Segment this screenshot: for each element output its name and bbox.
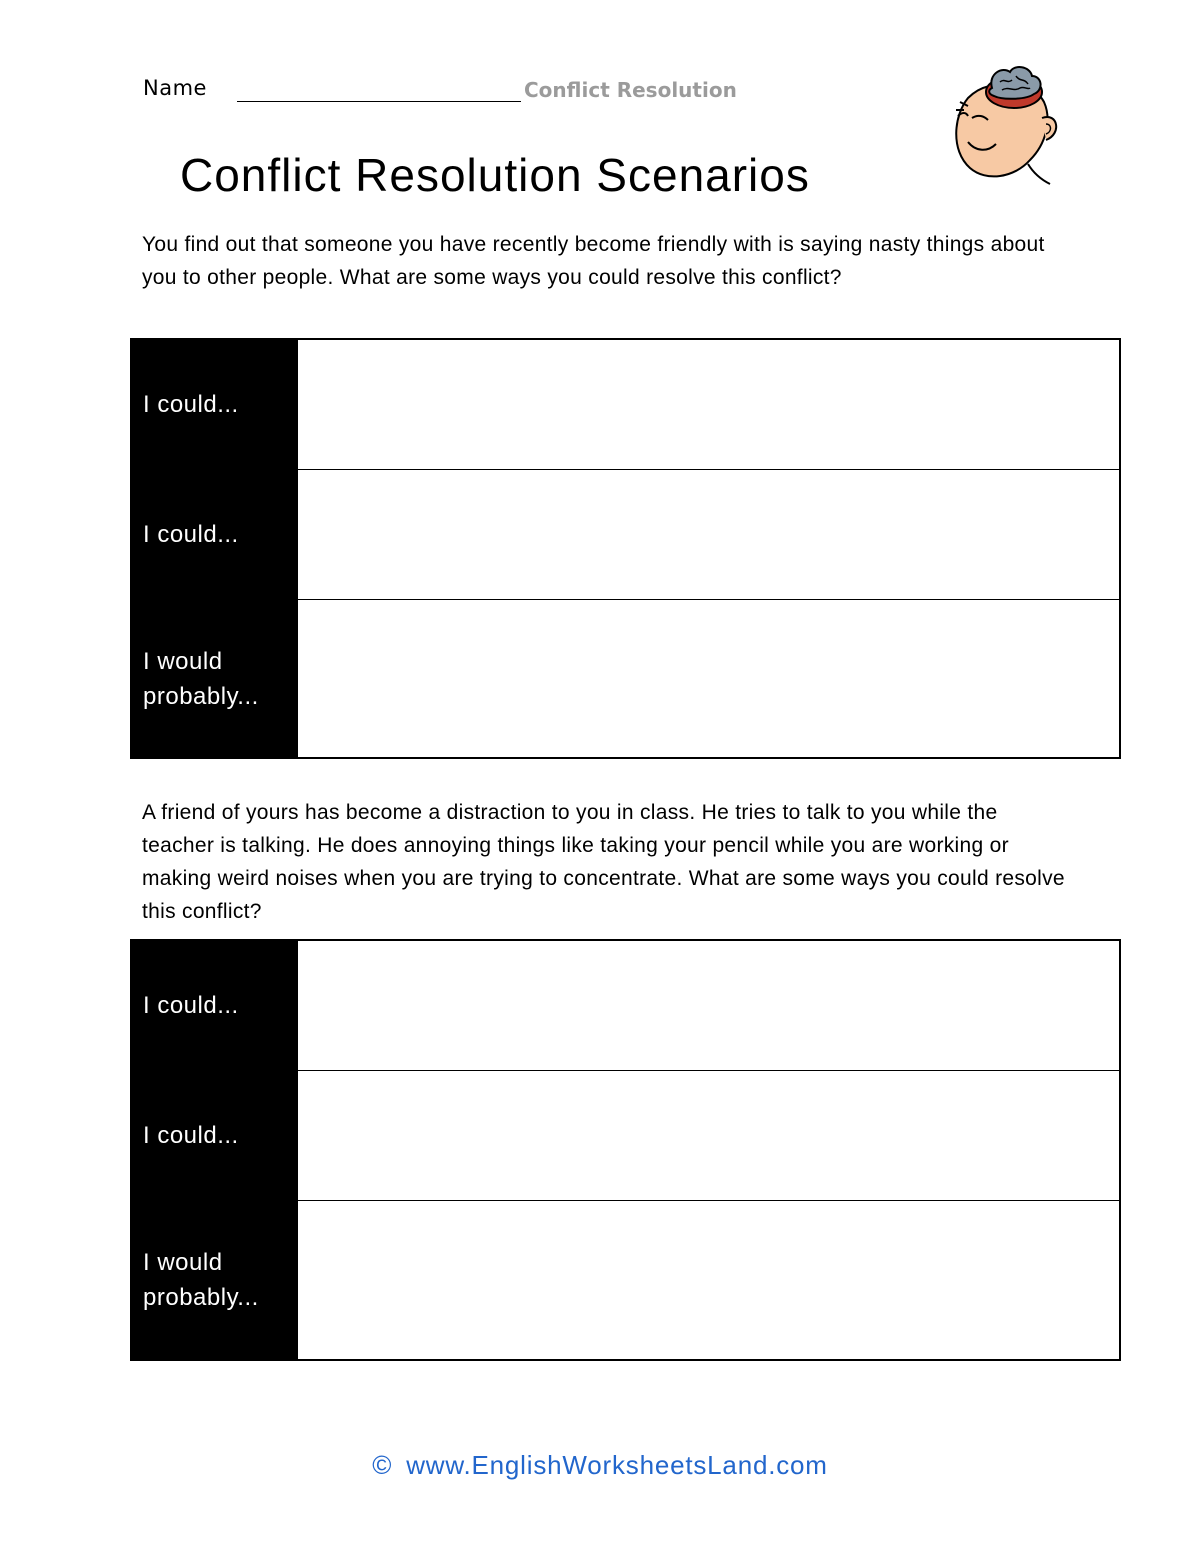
answer-field[interactable] bbox=[298, 470, 1119, 599]
answer-row bbox=[132, 1201, 1119, 1359]
scenario-1-answer-table bbox=[130, 338, 1121, 759]
scenario-2-answer-table bbox=[130, 939, 1121, 1361]
row-label: I would probably... bbox=[132, 1201, 298, 1359]
footer bbox=[0, 1450, 1200, 1481]
answer-field[interactable] bbox=[298, 340, 1119, 469]
scenario-1-prompt: You find out that someone you have recently become friendly with is saying nasty things about you to other people. What are some ways you could resolve this conflict? bbox=[142, 233, 1045, 289]
answer-field[interactable] bbox=[298, 600, 1119, 757]
answer-row bbox=[132, 941, 1119, 1071]
name-input-line[interactable] bbox=[237, 101, 521, 102]
thinking-head-icon bbox=[942, 60, 1072, 190]
name-label: Name bbox=[143, 76, 207, 100]
copyright-symbol: © bbox=[372, 1450, 393, 1480]
row-label: I would probably... bbox=[132, 600, 298, 757]
answer-row bbox=[132, 470, 1119, 600]
website-link[interactable]: www.EnglishWorksheetsLand.com bbox=[406, 1450, 828, 1480]
answer-field[interactable] bbox=[298, 1201, 1119, 1359]
page-title: Conflict Resolution Scenarios bbox=[180, 149, 810, 201]
row-label: I could... bbox=[132, 1071, 298, 1200]
answer-row bbox=[132, 1071, 1119, 1201]
answer-field[interactable] bbox=[298, 941, 1119, 1070]
answer-row bbox=[132, 340, 1119, 470]
worksheet-topic: Conflict Resolution bbox=[524, 78, 737, 102]
answer-field[interactable] bbox=[298, 1071, 1119, 1200]
scenario-2-prompt: A friend of yours has become a distraction to you in class. He tries to talk to you while the teacher is talking. He does annoying things like taking your pencil while you are working or making weird noises when you are trying to concentrate. What are some ways you could resolve this conflict? bbox=[142, 801, 1065, 923]
answer-row bbox=[132, 600, 1119, 757]
row-label: I could... bbox=[132, 941, 298, 1070]
row-label: I could... bbox=[132, 340, 298, 469]
row-label: I could... bbox=[132, 470, 298, 599]
